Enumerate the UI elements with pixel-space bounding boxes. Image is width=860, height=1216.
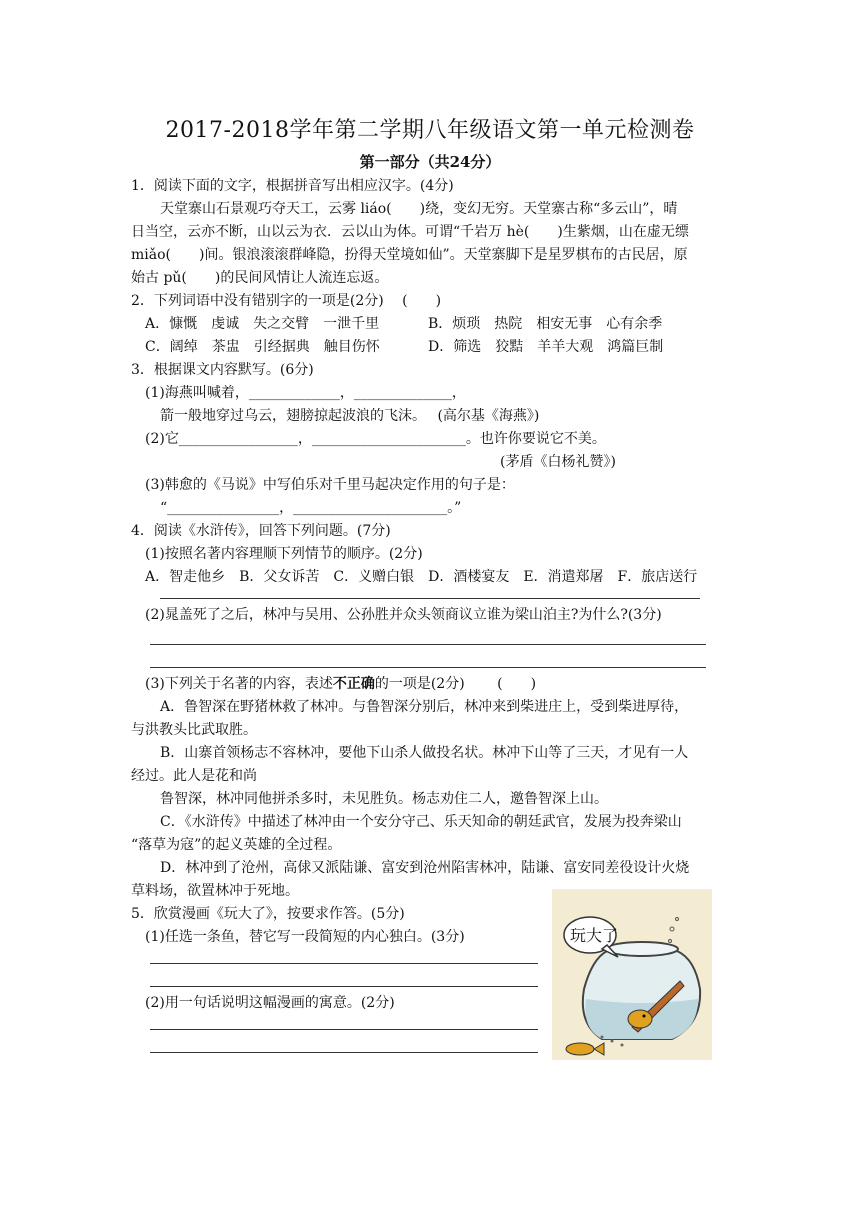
q2-option-c: C．阔绰 茶盅 引经据典 触目伤怀	[145, 339, 380, 355]
q4-option-b-line3: 鲁智深，林冲同他拼杀多时，未见胜负。杨志劝住二人，邀鲁智深上山。	[160, 791, 608, 807]
q3-part1-line: (1)海燕叫喊着，_____________，______________，	[145, 385, 466, 401]
q2-stem: 2．下列词语中没有错别字的一项是(2分) ( )	[131, 293, 442, 309]
answer-line[interactable]	[150, 963, 538, 964]
q4-option-a-line1: A．鲁智深在野猪林救了林冲。与鲁智深分别后，林冲来到柴进庄上，受到柴进厚待，	[160, 699, 689, 715]
q2-option-a: A．慷慨 虔诚 失之交臂 一泄千里	[145, 316, 380, 332]
q3-part3-blank: “________________，______________________。”	[160, 500, 462, 516]
q3-part3-line: (3)韩愈的《马说》中写伯乐对千里马起决定作用的句子是：	[145, 477, 515, 493]
q4-option-c-line1: C．《水浒传》中描述了林冲由一个安分守己、乐天知命的朝廷武官，发展为投奔梁山	[160, 814, 682, 830]
q4-option-d-line1: D．林冲到了沧州，高俅又派陆谦、富安到沧州陷害林冲，陆谦、富安同差役设计火烧	[160, 860, 690, 876]
answer-line[interactable]	[150, 667, 706, 668]
answer-line[interactable]	[150, 1052, 538, 1053]
q1-line-2: 日当空，云亦不断，山以云为衣．云以山为体。可谓“千岩万 hè( )生紫烟，山在虚无缥	[131, 224, 689, 240]
q1-stem: 1．阅读下面的文字，根据拼音写出相应汉字。(4分)	[131, 178, 454, 194]
q4-option-b-line2: 经过。此人是花和尚	[131, 768, 257, 784]
answer-line[interactable]	[160, 598, 700, 599]
q1-line-4: 始古 pǔ( )的民间风情让人流连忘返。	[131, 270, 389, 286]
q1-line-1: 天堂寨山石景观巧夺天工，云雾 liáo( )绕，变幻无穷。天堂寨古称“多云山”，晴	[160, 201, 678, 217]
cartoon-image	[552, 889, 712, 1060]
q4-sub2: (2)晁盖死了之后，林冲与吴用、公孙胜并众头领商议立谁为梁山泊主?为什么?(3分)	[145, 607, 662, 623]
answer-line[interactable]	[150, 986, 538, 987]
answer-line[interactable]	[150, 1029, 538, 1030]
q5-stem: 5．欣赏漫画《玩大了》，按要求作答。(5分)	[131, 906, 405, 922]
q4-option-a-line2: 与洪教头比武取胜。	[131, 722, 257, 738]
q3-part2-line: (2)它_________________，______________________。也许你要说它不美。	[145, 431, 606, 447]
q4-sub1-options: A．智走他乡 B．父女诉苦 C．义赠白银 D．酒楼宴友 E．消遣郑屠 F．旅店送行	[145, 569, 698, 585]
q4-stem: 4．阅读《水浒传》，回答下列问题。(7分)	[131, 523, 391, 539]
q4-sub3-pre: (3)下列关于名著的内容，表述	[145, 676, 333, 692]
q5-sub1: (1)任选一条鱼，替它写一段简短的内心独白。(3分)	[145, 929, 465, 945]
answer-line[interactable]	[150, 644, 706, 645]
page-title: 2017-2018学年第二学期八年级语文第一单元检测卷	[165, 118, 695, 143]
q4-sub3-post: 的一项是(2分) ( )	[374, 676, 537, 692]
q5-sub2: (2)用一句话说明这幅漫画的寓意。(2分)	[145, 995, 395, 1011]
q3-part1-source: 箭一般地穿过乌云，翅膀掠起波浪的飞沫。 (高尔基《海燕》)	[160, 408, 540, 424]
q4-sub3	[145, 675, 536, 693]
q4-sub3-emphasis: 不正确	[332, 676, 375, 692]
q3-part2-source: (茅盾《白杨礼赞》)	[500, 454, 616, 470]
q4-option-c-line2: “落草为寇”的起义英雄的全过程。	[131, 837, 342, 853]
cartoon-drawing	[552, 889, 712, 1060]
part-heading: 第一部分（共24分）	[359, 153, 501, 171]
q3-stem: 3．根据课文内容默写。(6分)	[131, 362, 314, 378]
q4-option-d-line2: 草料场，欲置林冲于死地。	[131, 883, 299, 899]
q1-line-3: miǎo( )间。银浪滚滚群峰隐，扮得天堂境如仙”。天堂寨脚下是星罗棋布的古民居，原	[131, 247, 688, 263]
q4-option-b-line1: B．山寨首领杨志不容林冲，要他下山杀人做投名状。林冲下山等了三天，才见有一人	[160, 745, 689, 761]
q4-sub1: (1)按照名著内容理顺下列情节的顺序。(2分)	[145, 546, 423, 562]
q2-option-b: B．烦琐 热院 相安无事 心有余季	[428, 316, 663, 332]
q2-option-d: D．筛选 狡黠 羊羊大观 鸿篇巨制	[428, 339, 664, 355]
cartoon-bubble-text: 玩大了	[570, 926, 619, 945]
